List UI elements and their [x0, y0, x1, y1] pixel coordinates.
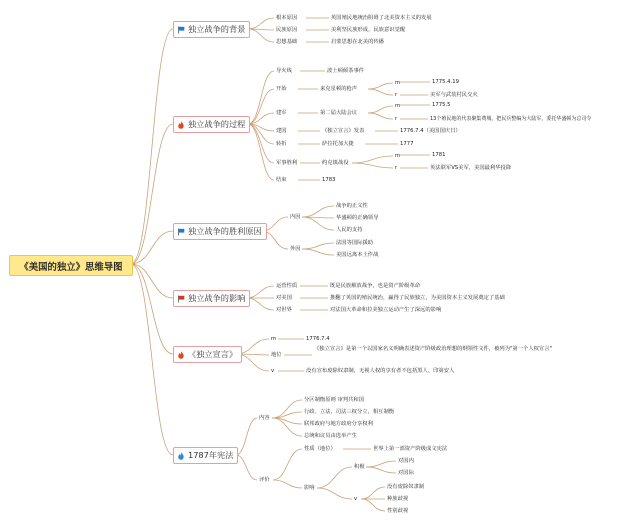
branch-label: 1787年宪法: [188, 450, 234, 460]
node-label: 内容: [259, 415, 270, 421]
connector-line: [352, 156, 393, 163]
connector-line: [317, 467, 352, 488]
node-label: v: [271, 368, 275, 374]
connector-line: [366, 461, 396, 467]
branch-victory-reasons[interactable]: [173, 223, 267, 240]
node-label: 结束: [276, 177, 287, 183]
node-label: 美军与武装村民交火: [430, 92, 478, 98]
connector-line: [368, 89, 393, 95]
branch-label: 独立战争的胜利原因: [188, 226, 262, 236]
node-label: 英法联军VS美军，美国最利华投降: [430, 165, 512, 171]
branch-background[interactable]: [173, 21, 250, 38]
branch-constitution[interactable]: [173, 447, 238, 464]
node-label: 英国殖民地统治阻碍了北美资本主义的发展: [331, 15, 432, 21]
node-label: m: [395, 153, 401, 159]
connector-line: [352, 163, 393, 168]
node-label: 建军: [276, 110, 287, 116]
node-label: 影响: [304, 485, 315, 491]
node-label: 种族歧视: [387, 496, 409, 502]
flag-icon: [177, 228, 185, 236]
node-label: 对国内: [398, 458, 414, 464]
node-label: 性质（地位）: [304, 446, 336, 452]
node-label: 导火线: [276, 68, 292, 74]
node-label: 1783: [322, 177, 336, 183]
node-label: 1775.4.19: [432, 79, 459, 85]
node-label: 对美国: [276, 295, 292, 301]
node-label: r: [395, 116, 398, 122]
connector-line: [302, 243, 334, 249]
node-label: 建国: [276, 128, 287, 134]
node-label: 对法国大革命和拉美独立运动产生了深远的影响: [330, 307, 442, 313]
node-label: 1777: [400, 141, 414, 147]
node-label: 13个殖民地的代表聚集费城，把民兵整编为大陆军，委托华盛顿为总司令: [430, 116, 592, 122]
node-label: 来克星顿的枪声: [320, 86, 358, 92]
node-label: 民族原因: [276, 27, 298, 33]
branch-label: 独立战争的背景: [188, 24, 246, 34]
node-label: 约克镇战役: [322, 160, 349, 166]
node-label: m: [395, 103, 401, 109]
connector-line: [131, 264, 173, 354]
node-label: 外因: [290, 246, 301, 252]
connector-line: [236, 418, 257, 455]
connector-line: [302, 206, 334, 217]
connector-line: [368, 83, 393, 89]
fire-icon: [177, 351, 185, 359]
node-label: 性别歧视: [387, 508, 409, 514]
node-label: 分区制衡原则 审判共和国: [304, 397, 364, 403]
connector-line: [368, 106, 393, 113]
node-label: 人民的支持: [336, 227, 363, 233]
connector-line: [302, 217, 334, 230]
root-title: 《美国的独立》思维导图: [19, 261, 123, 273]
node-label: 《独立宣言》是第一个以国家名义明确表述资产阶级政治理想的纲领性文件，被列为"第一个人权宣言": [314, 346, 552, 352]
node-label: r: [395, 165, 398, 171]
node-label: 启蒙思想在北美的传播: [331, 39, 384, 45]
connector-line: [302, 249, 334, 255]
root-node[interactable]: [9, 255, 133, 276]
node-label: m: [271, 336, 277, 342]
connector-line: [361, 499, 385, 511]
connector-line: [361, 487, 385, 499]
node-label: 根本原因: [276, 15, 298, 21]
node-label: 推翻了英国的殖民统治，赢得了民族独立，为美国资本主义发展奠定了基础: [330, 295, 505, 301]
connector-line: [248, 124, 274, 180]
node-label: 波士顿倾茶事件: [327, 68, 365, 74]
node-label: 运营性质: [276, 283, 298, 289]
node-label: 美利坚民族形成，民族意识觉醒: [331, 27, 406, 33]
node-label: 法国等国际援助: [336, 240, 374, 246]
connector-line: [273, 480, 302, 488]
branch-label: 独立战争的影响: [188, 293, 246, 303]
node-label: 转折: [276, 141, 287, 147]
node-label: 《独立宣言》发表: [322, 128, 365, 134]
connector-line: [273, 449, 302, 480]
node-label: 总统和议员由选举产生: [304, 433, 357, 439]
flag-icon: [177, 26, 185, 34]
connector-line: [248, 124, 274, 144]
branch-process[interactable]: [173, 116, 250, 133]
connector-line: [248, 71, 274, 124]
connector-line: [131, 29, 173, 264]
node-label: 1776.7.4: [306, 336, 330, 342]
branch-declaration[interactable]: [173, 346, 242, 363]
node-label: 联邦政府与地方政府分享权利: [304, 421, 373, 427]
node-label: 第二届大陆会议: [320, 110, 358, 116]
node-label: 美国远离本土作战: [336, 252, 379, 258]
connector-line: [368, 113, 393, 119]
node-label: 开始: [276, 86, 287, 92]
node-label: 没有宣布废除奴隶制，无视人权的享有者不包括黑人、印第安人: [306, 368, 455, 374]
node-label: 军事胜利: [276, 160, 298, 166]
node-label: 地位: [271, 352, 282, 358]
node-label: 积极: [354, 464, 365, 470]
node-label: 世界上第一部资产阶级成文宪法: [373, 446, 448, 452]
node-label: 没有废除奴隶制: [387, 484, 425, 490]
connector-line: [246, 298, 274, 310]
connector-line: [236, 455, 257, 480]
node-label: 评价: [259, 477, 270, 483]
connector-line: [246, 286, 274, 298]
node-label: 对世界: [276, 307, 292, 313]
connector-line: [248, 18, 274, 29]
node-label: 萨拉托加大捷: [322, 141, 354, 147]
node-label: 华盛顿的正确领导: [336, 215, 379, 221]
node-label: 1775.5: [432, 102, 451, 108]
node-label: 1781: [432, 152, 446, 158]
fire-icon: [177, 452, 185, 460]
node-label: 对国际: [398, 470, 414, 476]
node-label: 思想基础: [276, 39, 298, 45]
connector-line: [131, 264, 173, 455]
fire-icon: [177, 121, 185, 129]
node-label: 内因: [290, 214, 301, 220]
flag-icon: [177, 295, 185, 303]
connector-line: [317, 488, 352, 499]
branch-label: 独立战争的过程: [188, 119, 246, 129]
connector-line: [131, 264, 173, 298]
node-label: r: [395, 92, 398, 98]
node-label: 既是民族解放战争，也是资产阶级革命: [330, 283, 421, 289]
branch-label: 《独立宣言》: [188, 349, 238, 359]
connector-line: [248, 29, 274, 42]
node-label: 行政、立法、司法三权分立，相互制衡: [304, 409, 395, 415]
node-label: 1776.7.4（美国国庆日）: [400, 128, 461, 134]
connector-line: [366, 467, 396, 473]
node-label: v: [354, 496, 358, 502]
node-label: 战争的正义性: [336, 203, 368, 209]
node-label: m: [395, 80, 401, 86]
branch-influence[interactable]: [173, 290, 250, 307]
